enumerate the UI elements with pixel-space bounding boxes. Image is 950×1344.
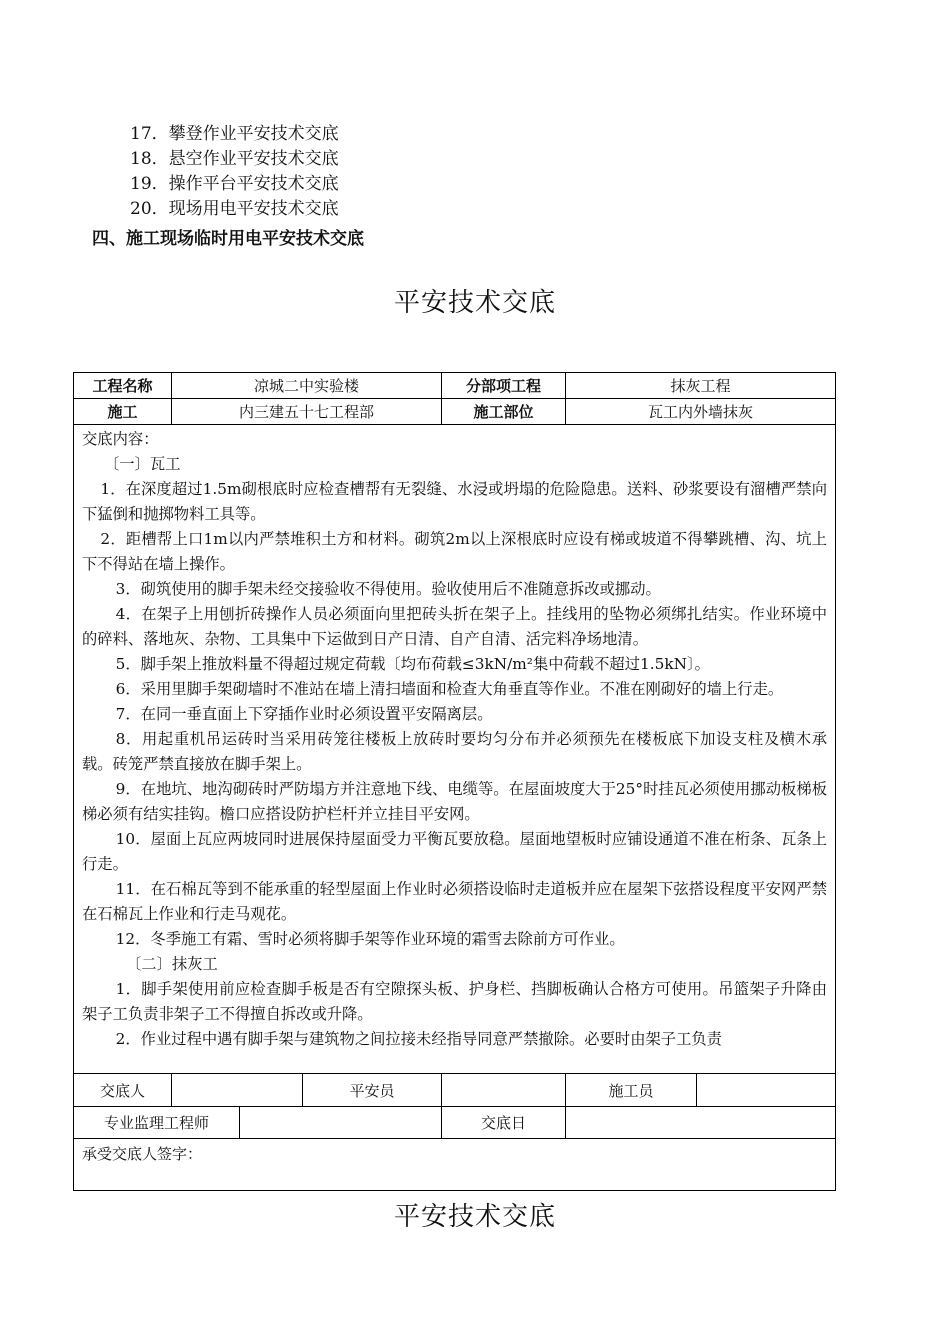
content-item: 10．屋面上瓦应两坡同时进展保持屋面受力平衡瓦要放稳。屋面地望板时应铺设通道不准在桁条、瓦条上行走。: [82, 830, 827, 873]
toc-text: 操作平台平安技术交底: [168, 174, 339, 194]
content-item: 7．在同一垂直面上下穿插作业时必须设置平安隔离层。: [115, 705, 493, 723]
content-item: 3．砌筑使用的脚手架未经交接验收不得使用。验收使用后不准随意拆改或挪动。: [115, 580, 661, 598]
disclosure-date-label: 交底日: [442, 1107, 566, 1138]
content-item: 1．在深度超过1.5m砌根底时应检查槽帮有无裂缝、水浸或坍塌的危险隐患。送料、砂浆要设有溜槽严禁向下猛倒和抛掷物料工具等。: [82, 480, 827, 523]
page-title-next: 平安技术交底: [393, 1202, 556, 1232]
toc-item: [130, 122, 339, 147]
content-item: 2．距槽帮上口1m以内严禁堆积土方和材料。砌筑2m以上深根底时应设有梯或坡道不得攀跳槽、沟、坑上下不得站在墙上操作。: [82, 530, 827, 573]
content-label: 交底内容：: [82, 430, 159, 448]
content-item: 9．在地坑、地沟砌砖时严防塌方并注意地下线、电缆等。在屋面坡度大于25°时挂瓦必须使用挪动板梯板梯必须有结实挂钩。檐口应搭设防护栏杆并立挂目平安网。: [82, 780, 827, 823]
disclosure-form: [73, 372, 836, 1191]
constructor-field[interactable]: [697, 1074, 835, 1106]
supervisor-label: 专业监理工程师: [74, 1107, 240, 1138]
construction-label: 施工: [74, 399, 172, 424]
toc-number: 20．: [130, 199, 169, 219]
toc-number: 18．: [130, 149, 169, 169]
disclosure-date-field[interactable]: [566, 1107, 835, 1138]
subproject-label: 分部项工程: [442, 373, 566, 398]
form-row-supervisor: [74, 1107, 835, 1139]
discloser-field[interactable]: [172, 1074, 303, 1106]
toc-item: [130, 172, 339, 197]
location-value: 瓦工内外墙抹灰: [647, 403, 753, 421]
construction-value: 内三建五十七工程部: [172, 399, 442, 424]
accept-signature-label: 承受交底人签字：: [82, 1145, 203, 1163]
toc-item: [130, 197, 339, 222]
constructor-label: 施工员: [566, 1074, 697, 1106]
toc-text: 悬空作业平安技术交底: [168, 149, 339, 169]
disclosure-content: [74, 425, 835, 1073]
toc-number: 17．: [130, 124, 169, 144]
section-heading: 四、施工现场临时用电平安技术交底: [92, 229, 364, 249]
project-name-value: 凉城二中实验楼: [172, 373, 442, 398]
location-label: 施工部位: [442, 399, 566, 424]
toc-item: [130, 147, 339, 172]
content-item: 12．冬季施工有霜、雪时必须将脚手架等作业环境的霜雪去除前方可作业。: [115, 930, 625, 948]
content-item: 11．在石棉瓦等到不能承重的轻型屋面上作业时必须搭设临时走道板并应在屋架下弦搭设程度平安网严禁在石棉瓦上作业和行走马观花。: [82, 880, 827, 923]
form-row-construction: [74, 399, 835, 425]
content-item: 5．脚手架上推放料量不得超过规定荷载〔均布荷载≤3kN/m²集中荷载不超过1.5kN〕。: [115, 655, 710, 673]
safety-officer-field[interactable]: [442, 1074, 566, 1106]
content-item: 8．用起重机吊运砖时当采用砖笼往楼板上放砖时要均匀分布并必须预先在楼板底下加设支柱及横木承载。砖笼严禁直接放在脚手架上。: [82, 730, 827, 773]
toc-number: 19．: [130, 174, 169, 194]
content-item: 1．脚手架使用前应检查脚手板是否有空隙探头板、护身栏、挡脚板确认合格方可使用。吊篮架子升降由架子工负责非架子工不得擅自拆改或升降。: [82, 980, 827, 1023]
toc-text: 现场用电平安技术交底: [168, 199, 339, 219]
section-label-masonry: 〔一〕瓦工: [104, 455, 181, 473]
supervisor-field[interactable]: [240, 1107, 442, 1138]
page-title: 平安技术交底: [393, 288, 556, 318]
content-item: 6．采用里脚手架砌墙时不准站在墙上清扫墙面和检查大角垂直等作业。不准在刚砌好的墙上行走。: [115, 680, 784, 698]
content-item: 4．在架子上用刨折砖操作人员必须面向里把砖头折在架子上。挂线用的坠物必须绑扎结实。作业环境中的碎料、落地灰、杂物、工具集中下运做到日产日清、自产自清、活完料净场地清。: [82, 605, 827, 648]
safety-officer-label: 平安员: [303, 1074, 442, 1106]
form-row-content: [74, 425, 835, 1074]
content-item: 2．作业过程中遇有脚手架与建筑物之间拉接未经指导同意严禁撤除。必要时由架子工负责: [115, 1030, 722, 1048]
discloser-label: 交底人: [74, 1074, 172, 1106]
subproject-value: 抹灰工程: [670, 377, 731, 395]
form-row-accept: [74, 1139, 835, 1190]
toc-text: 攀登作业平安技术交底: [168, 124, 339, 144]
form-row-signatures: [74, 1074, 835, 1107]
form-row-project: [74, 373, 835, 399]
section-label-plastering: 〔二〕抹灰工: [126, 955, 218, 973]
project-name-label: 工程名称: [74, 373, 172, 398]
